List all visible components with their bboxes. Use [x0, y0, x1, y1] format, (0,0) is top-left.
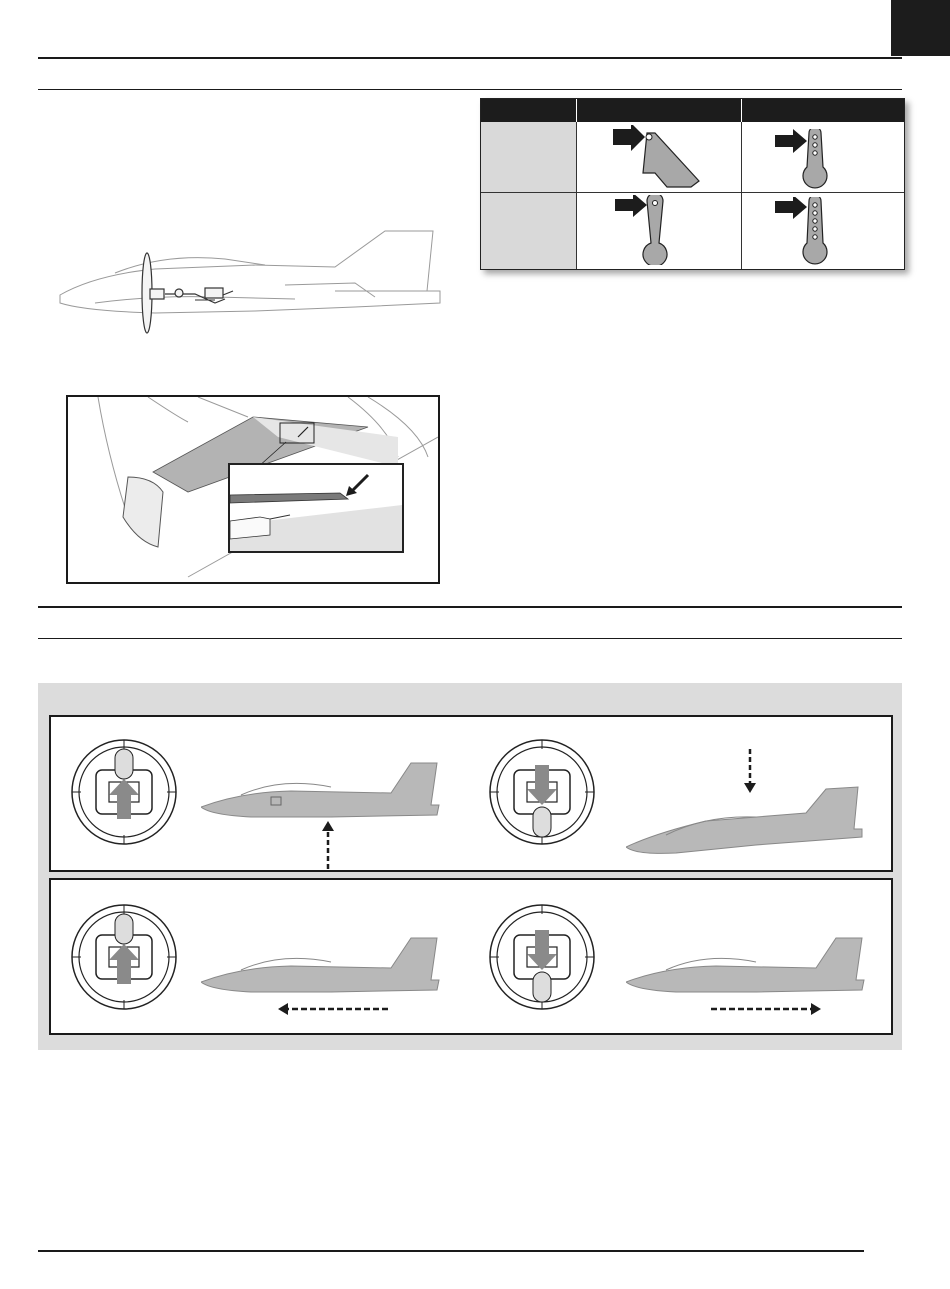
throttle-direction-box: [49, 878, 893, 1035]
servo-arm-table: [480, 98, 905, 270]
servo-arm-multi-icon: [771, 197, 851, 265]
plane-side-view-icon: [55, 225, 445, 335]
table-row-label-column: [481, 122, 576, 269]
transmitter-stick-up-icon: [69, 902, 179, 1012]
dashed-arrow-left: [276, 1002, 388, 1016]
transmitter-stick-up-icon: [69, 737, 179, 847]
hatch-detail-icon: [66, 395, 440, 584]
dashed-arrow-up: [321, 819, 335, 869]
jet-silhouette-icon: [201, 757, 441, 822]
footer-rule: [38, 1250, 864, 1252]
section-rule-top: [38, 606, 902, 608]
header-rule-bottom: [38, 89, 902, 90]
hatch-magnified-inset: [228, 463, 404, 553]
jet-silhouette-icon: [626, 932, 866, 997]
table-header: [481, 99, 904, 122]
control-horn-icon: [611, 125, 711, 189]
transmitter-stick-down-icon: [487, 737, 597, 847]
jet-silhouette-icon: [201, 932, 441, 997]
table-divider: [576, 122, 577, 269]
dashed-arrow-right: [711, 1002, 823, 1016]
section-rule-bottom: [38, 638, 902, 639]
language-tab: [891, 0, 950, 56]
table-divider: [741, 122, 742, 269]
dashed-arrow-down: [743, 749, 757, 795]
servo-arm-icon: [771, 129, 851, 189]
servo-arm-single-icon: [611, 195, 701, 265]
table-row-divider: [481, 192, 904, 193]
header-rule-top: [38, 57, 902, 59]
elevator-direction-box: [49, 715, 893, 872]
transmitter-stick-down-icon: [487, 902, 597, 1012]
